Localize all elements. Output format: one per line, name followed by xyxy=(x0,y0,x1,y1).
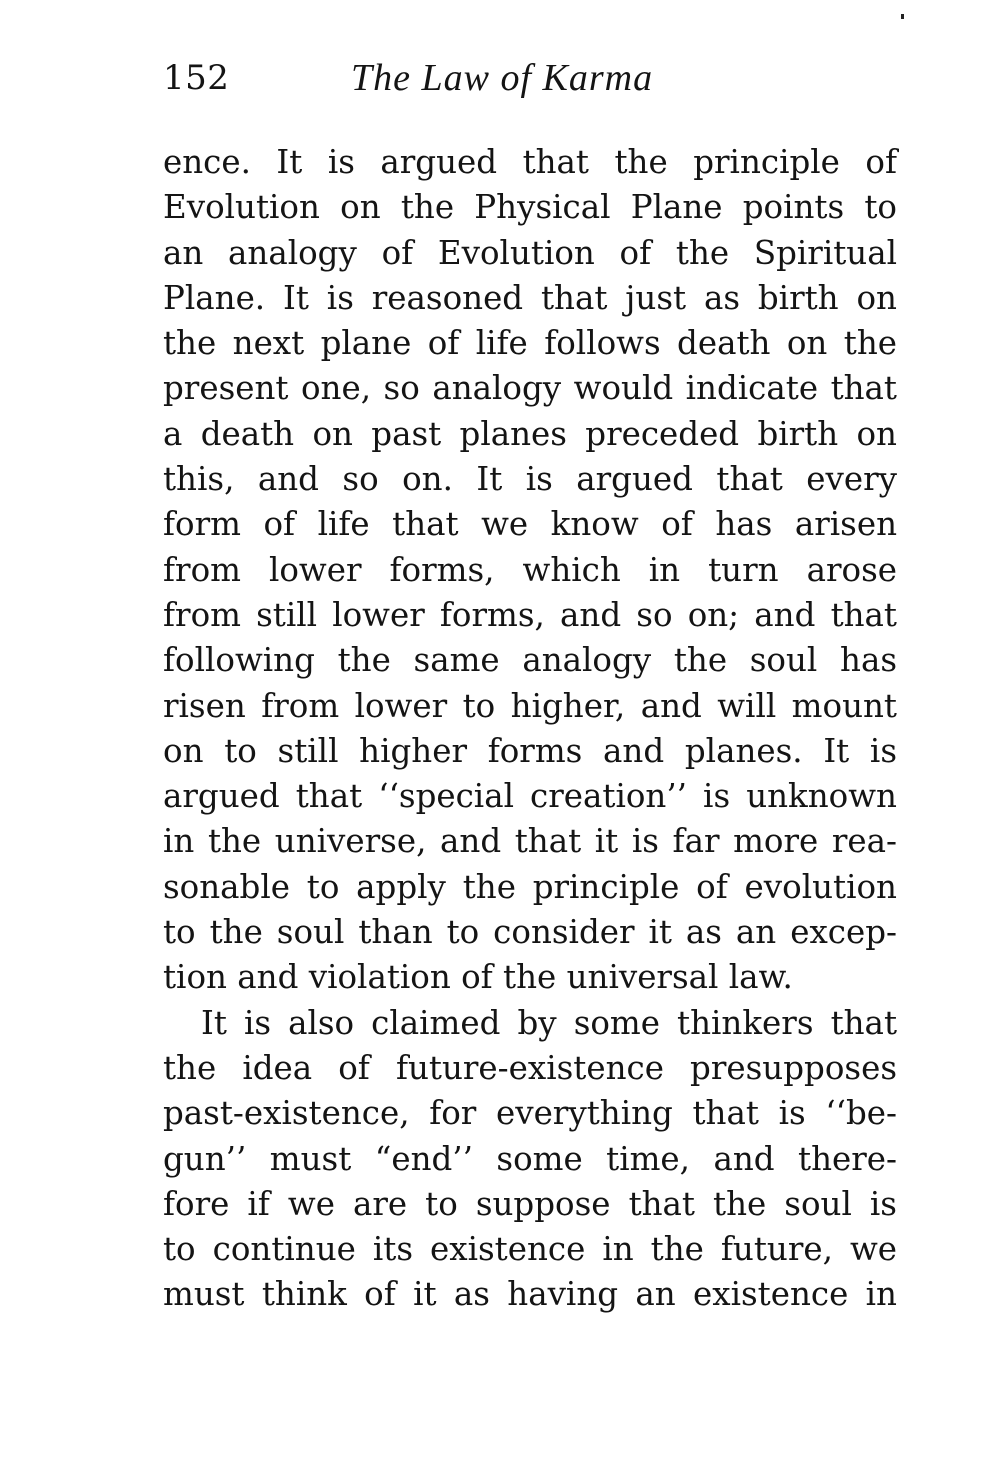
text-line: the next plane of life follows death on the xyxy=(163,324,897,363)
text-line: from lower forms, which in turn arose xyxy=(163,550,897,589)
text-line: a death on past planes preceded birth on xyxy=(163,414,897,453)
text-line: must think of it as having an existence in xyxy=(163,1275,897,1314)
page-number: 152 xyxy=(163,58,230,98)
text-line: present one, so analogy would indicate that xyxy=(163,369,897,408)
running-title: The Law of Karma xyxy=(351,57,654,99)
text-line: to continue its existence in the future, we xyxy=(163,1230,897,1269)
paragraph-1 xyxy=(163,140,897,1001)
running-head xyxy=(163,52,903,104)
text-line: form of life that we know of has arisen xyxy=(163,505,897,544)
body-text xyxy=(163,140,897,1318)
text-line: gun’’ must “end’’ some time, and there- xyxy=(163,1139,897,1178)
text-line: in the universe, and that it is far more rea- xyxy=(163,822,897,861)
text-line: an analogy of Evolution of the Spiritual xyxy=(163,233,897,272)
text-line: following the same analogy the soul has xyxy=(163,641,897,680)
text-line: from still lower forms, and so on; and that xyxy=(163,595,897,634)
text-line: It is also claimed by some thinkers that xyxy=(201,1003,897,1042)
text-line: on to still higher forms and planes. It is xyxy=(163,731,897,770)
text-line: the idea of future-existence presupposes xyxy=(163,1048,897,1087)
text-line: tion and violation of the universal law. xyxy=(163,958,793,997)
text-line: ence. It is argued that the principle of xyxy=(163,143,897,181)
text-line: risen from lower to higher, and will mount xyxy=(163,686,897,725)
text-line: to the soul than to consider it as an excep- xyxy=(163,913,897,952)
text-line: this, and so on. It is argued that every xyxy=(163,460,897,499)
text-line: sonable to apply the principle of evolution xyxy=(163,867,897,906)
paragraph-2 xyxy=(163,1001,897,1318)
scan-speck xyxy=(901,14,904,19)
text-line: Evolution on the Physical Plane points to xyxy=(163,188,897,227)
text-line: past-existence, for everything that is ‘‘be- xyxy=(163,1094,897,1133)
text-line: Plane. It is reasoned that just as birth on xyxy=(163,278,897,317)
text-line: fore if we are to suppose that the soul is xyxy=(163,1184,897,1223)
text-line: argued that ‘‘special creation’’ is unknown xyxy=(163,777,897,816)
